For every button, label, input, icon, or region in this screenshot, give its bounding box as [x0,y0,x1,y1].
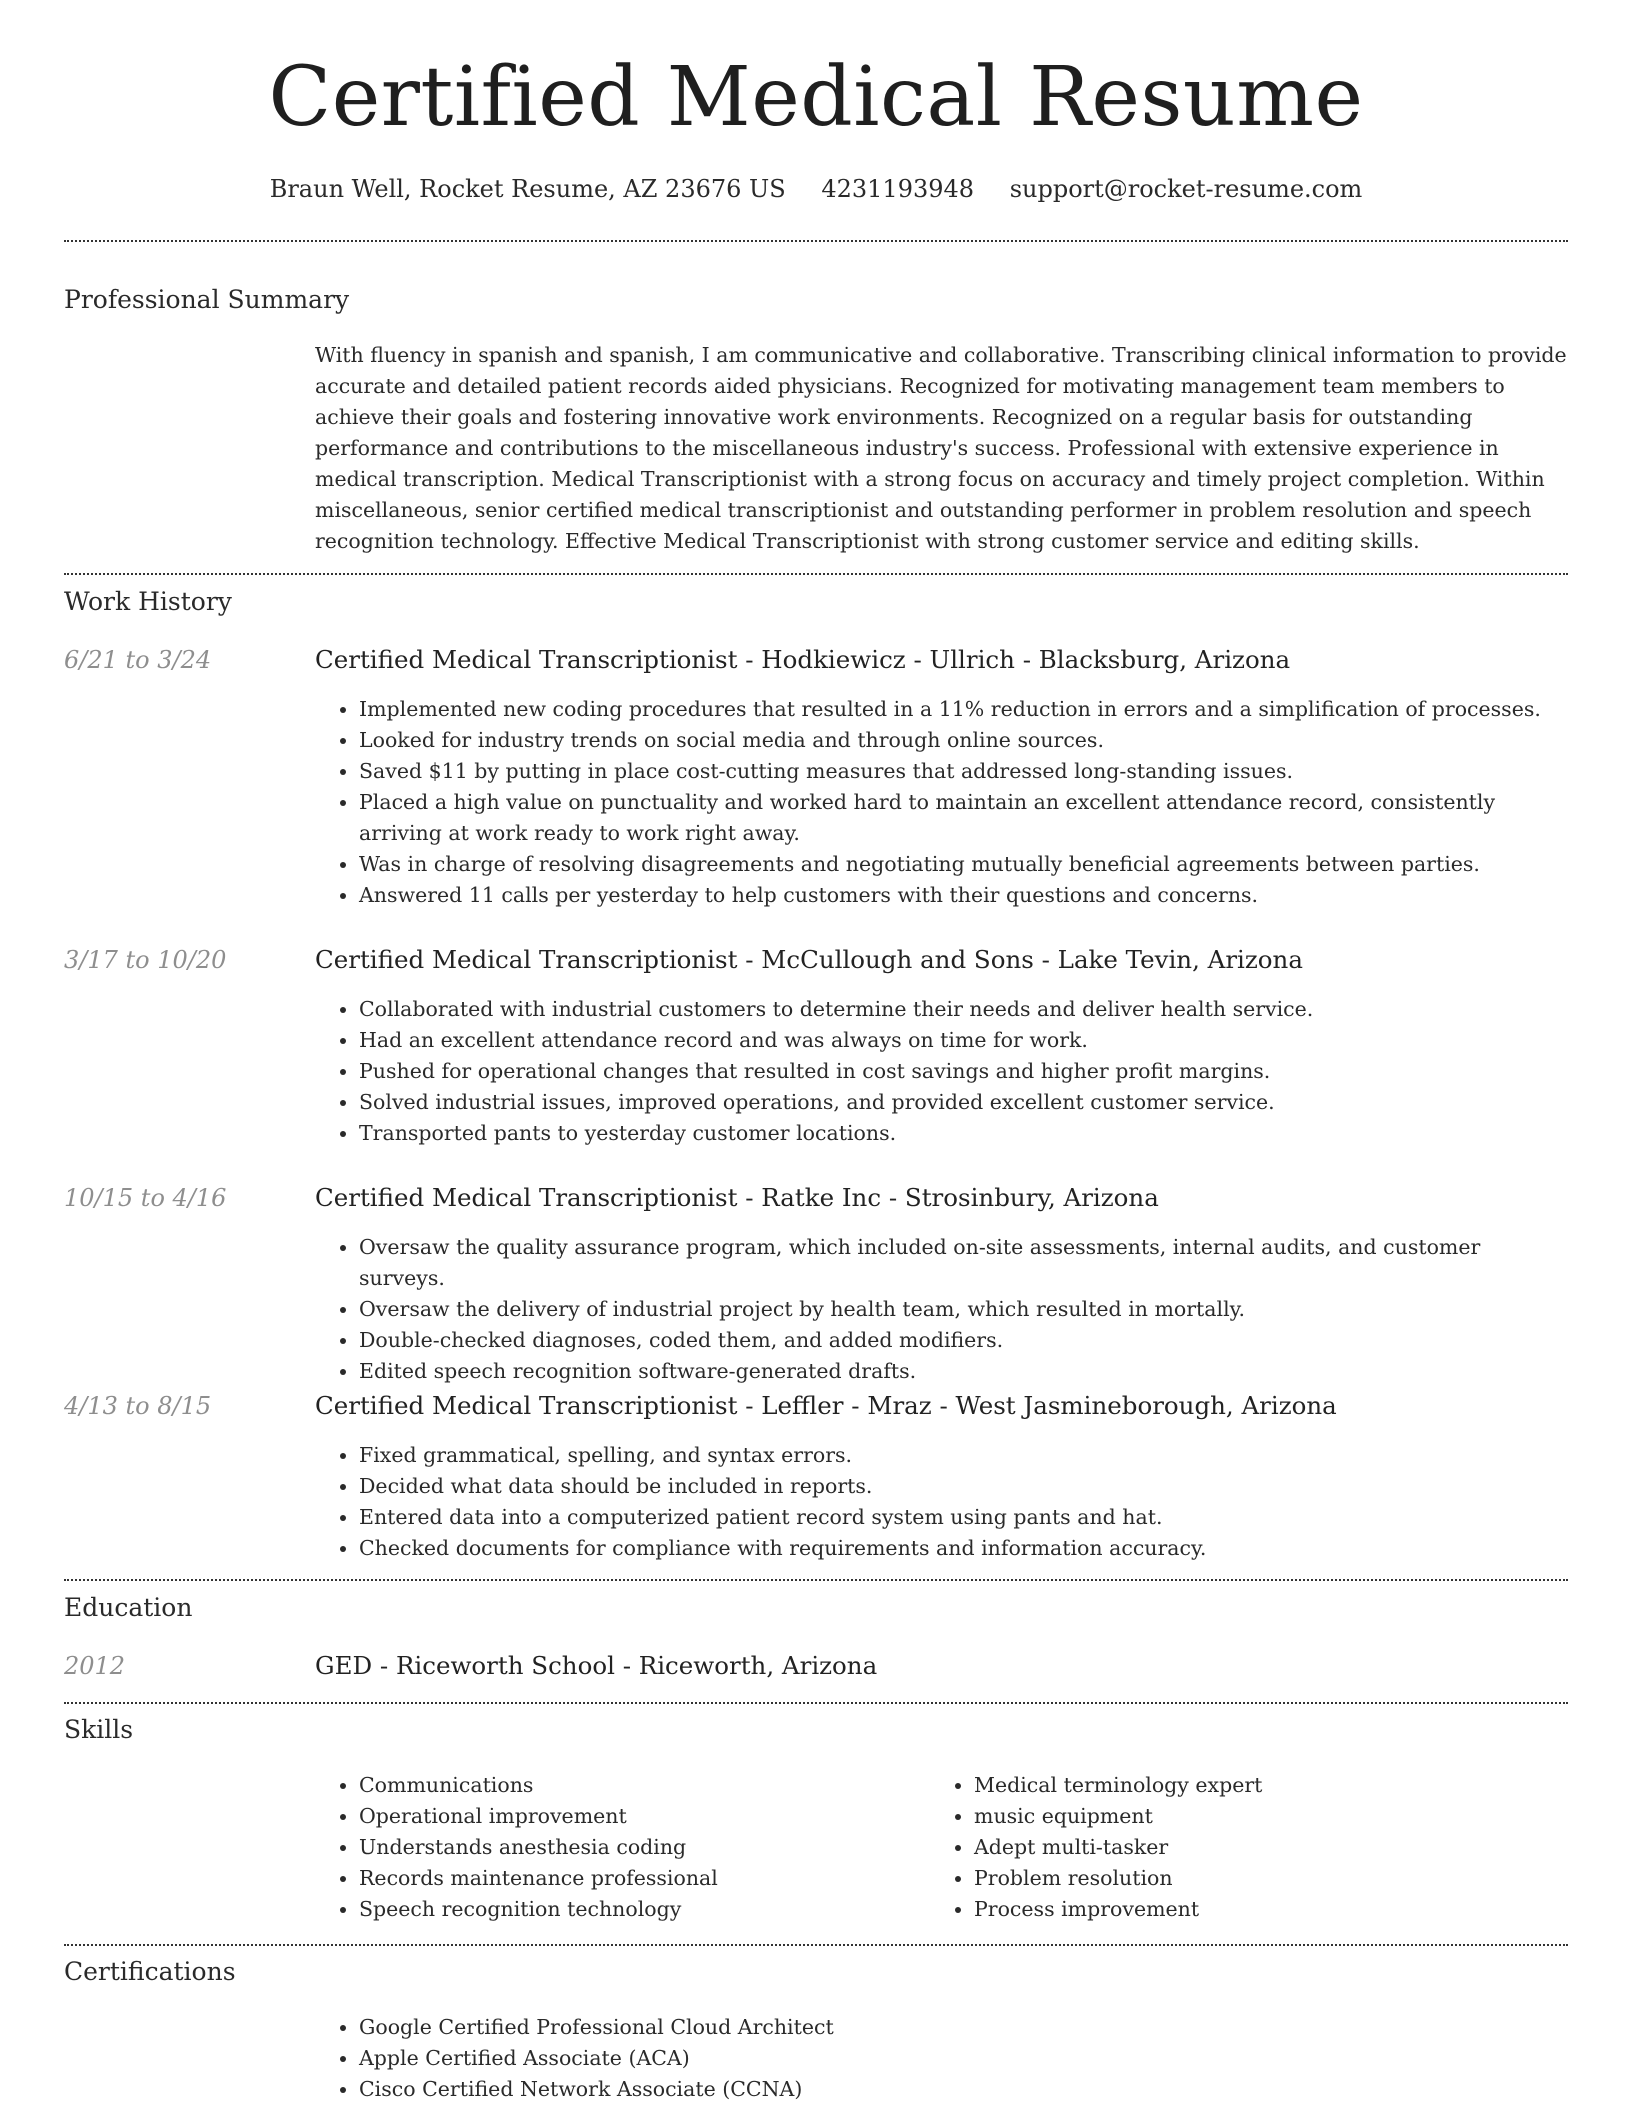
list-item: • Medical terminology expert [974,1770,1550,1801]
job-bullets [315,1440,1568,1564]
list-item: • Had an excellent attendance record and was always on time for work. [359,1025,1568,1056]
education-entry: GED - Riceworth School - Riceworth, Arizona [315,1651,878,1680]
list-item: • Adept multi-tasker [974,1832,1550,1863]
job-bullets [315,694,1568,911]
divider [64,573,1568,575]
list-item: • Speech recognition technology [359,1894,935,1925]
list-item: • Oversaw the quality assurance program, which included on-site assessments, internal audits, and customer surveys. [359,1232,1568,1294]
list-item: • Saved $11 by putting in place cost-cutting measures that addressed long-standing issues. [359,756,1568,787]
list-item: • Edited speech recognition software-generated drafts. [359,1356,1568,1387]
divider [64,1702,1568,1704]
section-title-summary: Professional Summary [64,285,350,314]
list-item: • Looked for industry trends on social media and through online sources. [359,725,1568,756]
list-item: • Answered 11 calls per yesterday to help customers with their questions and concerns. [359,880,1568,911]
contact-phone: 4231193948 [821,175,975,203]
divider [64,1579,1568,1581]
list-item: • music equipment [974,1801,1550,1832]
list-item: • Apple Certified Associate (ACA) [359,2043,1568,2074]
page-title: Certified Medical Resume [268,50,1364,145]
divider [64,1944,1568,1946]
job-title: Certified Medical Transcriptionist - Hodkiewicz - Ullrich - Blacksburg, Arizona [315,645,1291,674]
job-dates: 10/15 to 4/16 [64,1184,227,1212]
list-item: • Cisco Certified Network Associate (CCNA) [359,2074,1568,2105]
job-bullets [315,994,1568,1149]
list-item: • Fixed grammatical, spelling, and syntax errors. [359,1440,1568,1471]
list-item: • Communications [359,1770,935,1801]
list-item: • Oversaw the delivery of industrial project by health team, which resulted in mortally. [359,1294,1568,1325]
job-dates: 4/13 to 8/15 [64,1392,212,1420]
list-item: • Decided what data should be included in reports. [359,1471,1568,1502]
section-title-certifications: Certifications [64,1957,236,1986]
list-item: • Records maintenance professional [359,1863,935,1894]
section-title-work-history: Work History [64,587,232,616]
list-item: • Checked documents for compliance with requirements and information accuracy. [359,1533,1568,1564]
contact-email: support@rocket-resume.com [1009,175,1363,203]
list-item: • Was in charge of resolving disagreements and negotiating mutually beneficial agreements between parties. [359,849,1568,880]
job-dates: 3/17 to 10/20 [64,946,227,974]
list-item: • Double-checked diagnoses, coded them, and added modifiers. [359,1325,1568,1356]
job-dates: 6/21 to 3/24 [64,646,212,674]
list-item: • Pushed for operational changes that resulted in cost savings and higher profit margins. [359,1056,1568,1087]
contact-line [0,170,1632,208]
skills-list-left [315,1770,935,1925]
list-item: • Understands anesthesia coding [359,1832,935,1863]
list-item: • Placed a high value on punctuality and worked hard to maintain an excellent attendance record, consistently arriving at work ready to work right away. [359,787,1568,849]
certifications-list [315,2012,1568,2105]
summary-text: With fluency in spanish and spanish, I am communicative and collaborative. Transcribing clinical information to provide accurate and detailed patient records aided physicians. Recognized for motivating management team members to achieve their goals and fostering innovative work environments. Recognized on a regular basis for outstanding performance and contributions to the miscellaneous industry's success. Professional with extensive experience in medical transcription. Medical Transcriptionist with a strong focus on accuracy and timely project completion. Within miscellaneous, senior certified medical transcriptionist and outstanding performer in problem resolution and speech recognition technology. Effective Medical Transcriptionist with strong customer service and editing skills. [315,343,1567,553]
section-title-education: Education [64,1593,193,1622]
list-item: • Problem resolution [974,1863,1550,1894]
list-item: • Operational improvement [359,1801,935,1832]
list-item: • Transported pants to yesterday customer locations. [359,1118,1568,1149]
skills-list-right [930,1770,1550,1925]
education-year: 2012 [64,1652,126,1680]
list-item: • Process improvement [974,1894,1550,1925]
list-item: • Solved industrial issues, improved operations, and provided excellent customer service. [359,1087,1568,1118]
list-item: • Google Certified Professional Cloud Architect [359,2012,1568,2043]
list-item: • Collaborated with industrial customers to determine their needs and deliver health service. [359,994,1568,1025]
section-title-skills: Skills [64,1715,134,1744]
list-item: • Implemented new coding procedures that resulted in a 11% reduction in errors and a simplification of processes. [359,694,1568,725]
list-item: • Entered data into a computerized patient record system using pants and hat. [359,1502,1568,1533]
contact-address: Braun Well, Rocket Resume, AZ 23676 US [269,175,786,203]
job-title: Certified Medical Transcriptionist - McCullough and Sons - Lake Tevin, Arizona [315,945,1303,974]
divider [64,240,1568,242]
job-bullets [315,1232,1568,1387]
job-title: Certified Medical Transcriptionist - Ratke Inc - Strosinbury, Arizona [315,1183,1159,1212]
job-title: Certified Medical Transcriptionist - Leffler - Mraz - West Jasmineborough, Arizona [315,1391,1337,1420]
